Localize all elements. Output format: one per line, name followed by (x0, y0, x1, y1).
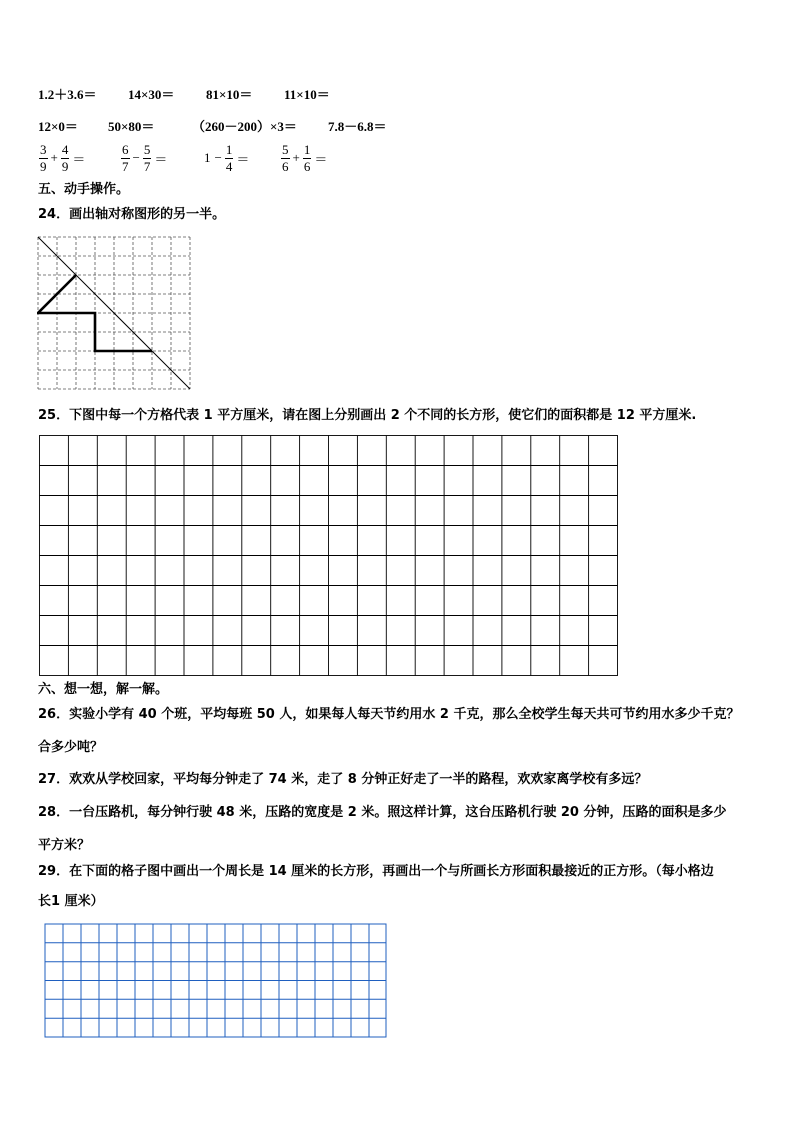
fraction-expression (280, 138, 329, 178)
perimeter-grid[interactable] (44, 923, 388, 1039)
denominator: 9 (40, 158, 47, 174)
calc-item: 12×0＝ (38, 119, 78, 134)
operator: + (50, 150, 58, 165)
operator: + (292, 150, 300, 165)
section-title: 六、想一想，解一解。 (38, 682, 169, 697)
denominator: 6 (303, 158, 311, 174)
question-27: 27．欢欢从学校回家，平均每分钟走了 74 米，走了 8 分钟正好走了一半的路程，欢欢家离学校有多远？ (38, 772, 648, 787)
denominator: 9 (61, 158, 69, 174)
fraction-expression (38, 138, 87, 178)
equals-sign: ＝ (314, 151, 328, 167)
fraction-expression (202, 138, 251, 178)
calc-item: （260－200）×3＝ (192, 119, 297, 134)
operator: − (132, 150, 140, 165)
section-title: 五、动手操作。 (38, 182, 130, 197)
equals-sign: ＝ (236, 151, 250, 167)
denominator: 7 (122, 158, 129, 174)
question-28-continued: 平方米？ (38, 838, 91, 853)
question-24: 24．画出轴对称图形的另一半。 (38, 207, 226, 222)
question-26-continued: 合多少吨？ (38, 740, 104, 755)
numerator: 6 (122, 141, 129, 157)
question-25: 25．下图中每一个方格代表 1 平方厘米，请在图上分别画出 2 个不同的长方形，使它们的面积都是 12 平方厘米. (38, 408, 697, 423)
equals-sign: ＝ (72, 151, 86, 167)
fraction-expression (120, 138, 169, 178)
symmetry-grid (37, 236, 193, 392)
denominator: 4 (225, 158, 233, 174)
calc-item: 7.8－6.8＝ (328, 119, 387, 134)
area-grid[interactable] (39, 435, 619, 677)
numerator: 1 (225, 141, 233, 157)
question-26: 26．实验小学有 40 个班，平均每班 50 人，如果每人每天节约用水 2 千克，那么全校学生每天共可节约用水多少千克？ (38, 707, 740, 722)
numerator: 1 (303, 141, 311, 157)
denominator: 7 (143, 158, 151, 174)
calc-item: 50×80＝ (108, 119, 155, 134)
calc-item: 1.2＋3.6＝ (38, 87, 97, 102)
denominator: 6 (282, 158, 289, 174)
calc-item: 14×30＝ (128, 87, 175, 102)
whole-number: 1 (204, 150, 211, 165)
numerator: 5 (143, 141, 151, 157)
calc-item: 81×10＝ (206, 87, 253, 102)
equals-sign: ＝ (154, 151, 168, 167)
numerator: 3 (40, 141, 47, 157)
question-29: 29．在下面的格子图中画出一个周长是 14 厘米的长方形，再画出一个与所画长方形面积最接近的正方形。（每小格边 (38, 864, 714, 879)
question-29-continued: 长1 厘米） (38, 894, 104, 909)
numerator: 4 (61, 141, 69, 157)
operator: − (214, 150, 222, 165)
question-28: 28．一台压路机，每分钟行驶 48 米，压路的宽度是 2 米。照这样计算，这台压路机行驶 20 分钟，压路的面积是多少 (38, 805, 727, 820)
calc-item: 11×10＝ (284, 87, 330, 102)
numerator: 5 (282, 141, 289, 157)
